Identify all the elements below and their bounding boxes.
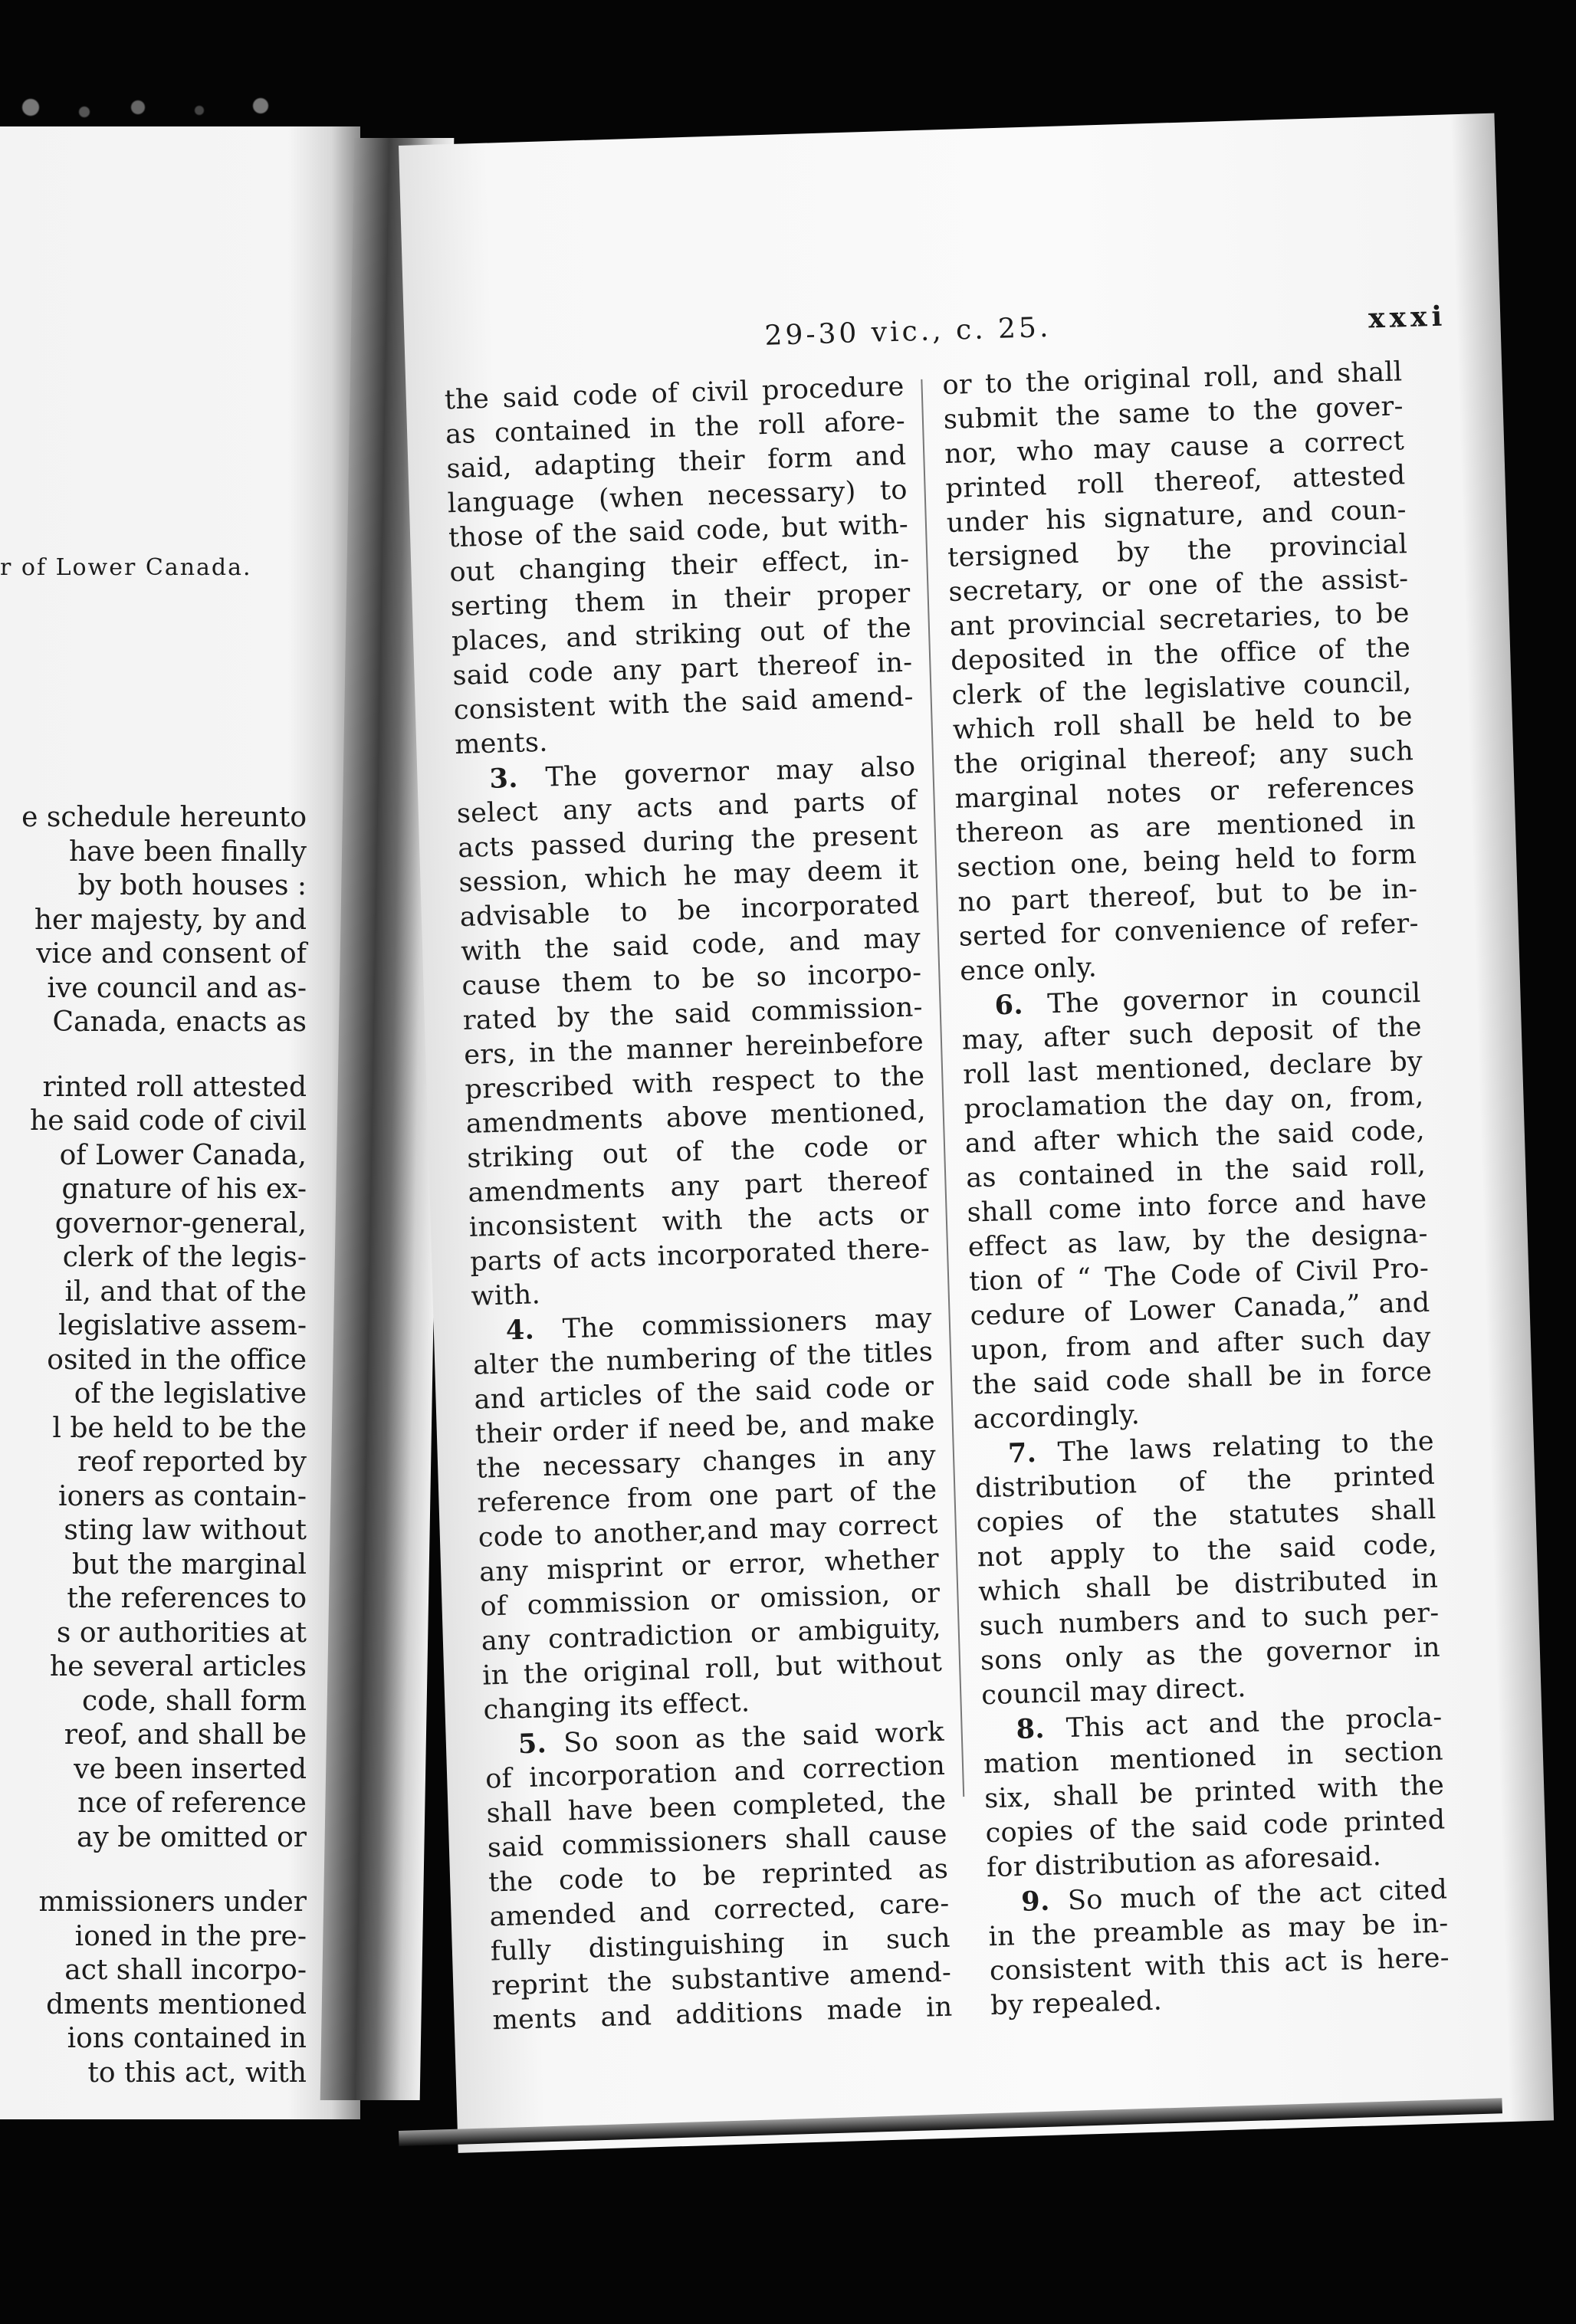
section-number: 9.	[1020, 1885, 1069, 1918]
line-text: amendments any part thereof	[467, 1164, 928, 1209]
line-text: effect as law, by the designa-	[967, 1218, 1429, 1263]
line-text: ers, in the manner hereinbefore	[463, 1026, 924, 1071]
scan-specks	[0, 84, 276, 130]
line-text: secretary, or one of the assist-	[948, 563, 1409, 608]
text-line: rinted roll attested	[42, 1071, 307, 1103]
line-text: acts passed during the present	[457, 819, 918, 865]
line-text: under his signature, and coun-	[946, 494, 1407, 539]
text-line: he several articles	[49, 1651, 307, 1682]
line-text: printed roll thereof, attested	[945, 460, 1406, 505]
line-text: The governor may also	[545, 751, 916, 793]
line-text: fully distinguishing in such	[490, 1922, 951, 1968]
text-line: code, shall form	[81, 1685, 307, 1717]
line-text: in the preamble as may be in-	[988, 1908, 1450, 1953]
line-text: not apply to the said code,	[977, 1528, 1438, 1574]
line-text: or to the original roll, and shall	[942, 356, 1403, 402]
line-text: the said code shall be in force	[971, 1356, 1433, 1401]
text-line: he said code of civil	[30, 1105, 307, 1137]
line-text: of commission or omission, or	[480, 1577, 941, 1623]
text-line: s or authorities at	[56, 1617, 307, 1649]
line-text: consistent with this act is here-	[989, 1942, 1450, 1988]
text-line: of Lower Canada,	[59, 1139, 307, 1171]
text-line: governor-general,	[54, 1207, 307, 1239]
line-text: The commissioners may	[562, 1303, 933, 1345]
line-text: may, after such deposit of the	[961, 1011, 1423, 1056]
line-text: with the said code, and may	[460, 923, 921, 968]
line-text: striking out of the code or	[466, 1130, 928, 1174]
line-text: inconsistent with the acts or	[468, 1199, 930, 1243]
line-text: and articles of the said code or	[474, 1371, 934, 1416]
line-text: ments and additions made in	[492, 1991, 953, 2037]
text-line: ive council and as-	[47, 972, 307, 1004]
line-text: out changing their effect, in-	[448, 543, 910, 589]
line-text: the necessary changes in any	[475, 1439, 937, 1485]
text-line: by both houses :	[77, 870, 307, 901]
line-text: serting them in their proper	[450, 578, 911, 623]
line-text: copies of the said code printed	[985, 1804, 1446, 1850]
line-text: distribution of the printed	[974, 1459, 1436, 1505]
text-line: act shall incorpo-	[64, 1955, 307, 1986]
line-text: section one, being held to form	[956, 839, 1417, 884]
line-text: of incorporation and correction	[484, 1750, 946, 1795]
line-text: any misprint or error, whether	[478, 1543, 940, 1588]
text-line: her majesty, by and	[34, 904, 307, 936]
line-text: accordingly.	[973, 1400, 1141, 1436]
line-text: submit the same to the gover-	[943, 391, 1404, 436]
line-text: marginal notes or references	[954, 770, 1415, 815]
line-text: ence only.	[959, 952, 1098, 987]
line-text: The governor in council	[1046, 977, 1421, 1020]
line-text: cedure of Lower Canada,” and	[970, 1287, 1430, 1332]
line-text: deposited in the office of the	[950, 632, 1411, 677]
line-text: mation mentioned in section	[983, 1735, 1444, 1781]
line-text: amended and corrected, care-	[489, 1888, 950, 1933]
text-line: have been finally	[68, 835, 307, 868]
line-text: prescribed with respect to the	[464, 1061, 925, 1105]
text-line: mmissioners under	[38, 1886, 307, 1918]
line-text: select any acts and parts of	[456, 785, 918, 830]
line-text: those of the said code, but with-	[448, 509, 909, 554]
line-text: shall come into force and have	[967, 1183, 1427, 1229]
line-text: rated by the said commission-	[462, 992, 924, 1037]
line-text: places, and striking out of the	[451, 612, 912, 658]
line-text: six, shall be printed with the	[983, 1770, 1445, 1815]
line-text: ments.	[454, 727, 549, 761]
line-text: language (when necessary) to	[447, 474, 908, 520]
text-line: il, and that of the	[64, 1275, 307, 1308]
line-text: council may direct.	[980, 1672, 1247, 1712]
line-text: said commissioners shall cause	[487, 1819, 948, 1864]
line-text: their order if need be, and make	[474, 1405, 936, 1450]
right-page	[399, 113, 1554, 2153]
line-text: by repealed.	[990, 1985, 1163, 2022]
line-text: said code any part thereof in-	[451, 647, 913, 692]
line-text: tersigned by the provincial	[947, 529, 1408, 573]
text-line: ions contained in	[67, 2023, 307, 2054]
text-line: of the legislative	[74, 1378, 307, 1410]
line-text: which shall be distributed in	[977, 1563, 1439, 1608]
text-line: ioners as contain-	[58, 1480, 307, 1512]
section-number: 3.	[488, 761, 547, 795]
line-text: amendments above mentioned,	[465, 1095, 927, 1140]
page-number: xxxi	[1368, 300, 1447, 335]
text-line: clerk of the legis-	[62, 1242, 307, 1273]
line-text: roll last mentioned, declare by	[962, 1045, 1423, 1091]
line-text: This act and the procla-	[1065, 1702, 1443, 1745]
text-line: e schedule hereunto	[21, 802, 307, 833]
line-text: the said code of civil procedure	[444, 371, 905, 416]
text-line: legislative assem-	[58, 1310, 307, 1341]
line-text: So much of the act cited	[1067, 1874, 1448, 1917]
text-line: ioned in the pre-	[74, 1920, 307, 1952]
line-text: shall have been completed, the	[486, 1784, 947, 1830]
text-line: reof, and shall be	[64, 1719, 307, 1751]
line-text: nor, who may cause a correct	[944, 425, 1405, 471]
text-line: l be held to be the	[52, 1412, 307, 1444]
text-line: osited in the office	[47, 1344, 307, 1376]
text-column-right	[942, 355, 1451, 2024]
line-text: serted for convenience of refer-	[958, 908, 1420, 953]
paragraph-gap	[0, 1855, 307, 1886]
line-text: alter the numbering of the titles	[472, 1337, 934, 1381]
running-head-title: 29-30 vic., c. 25.	[763, 311, 1052, 352]
line-text: consistent with the said amend-	[453, 681, 914, 727]
text-column-left	[444, 370, 953, 2039]
line-text: such numbers and to such per-	[979, 1597, 1440, 1643]
left-page-text	[0, 801, 307, 2090]
line-text: reprint the substantive amend-	[491, 1957, 952, 2002]
text-line: the references to	[67, 1583, 307, 1614]
line-text: said, adapting their form and	[445, 440, 907, 485]
line-text: advisable to be incorporated	[459, 888, 921, 934]
section-number: 6.	[994, 988, 1049, 1022]
line-text: sons only as the governor in	[980, 1632, 1441, 1677]
line-text: ant provincial secretaries, to be	[949, 598, 1410, 642]
text-line: ve been inserted	[74, 1753, 307, 1785]
text-line: vice and consent of	[36, 938, 307, 970]
line-text: clerk of the legislative council,	[951, 667, 1412, 711]
line-text: changing its effect.	[483, 1687, 750, 1726]
left-page	[0, 126, 360, 2119]
text-line: dments mentioned	[46, 1988, 307, 2020]
section-number: 8.	[1016, 1712, 1067, 1745]
text-line: Canada, enacts as	[52, 1006, 307, 1038]
text-line: but the marginal	[71, 1548, 307, 1581]
line-text: cause them to be so incorpo-	[461, 957, 922, 1003]
line-text: copies of the statutes shall	[976, 1494, 1436, 1539]
section-number: 4.	[505, 1313, 563, 1347]
line-text: So soon as the said work	[563, 1716, 945, 1759]
line-text: upon, from and after such day	[970, 1321, 1432, 1367]
line-text: the code to be reprinted as	[488, 1853, 949, 1899]
line-text: no part thereof, but to be in-	[957, 873, 1418, 918]
line-text: with.	[471, 1279, 541, 1312]
text-line: sting law without	[64, 1515, 307, 1546]
paragraph-gap	[0, 1040, 307, 1071]
text-line: to this act, with	[87, 2056, 307, 2089]
line-text: thereon as are mentioned in	[955, 805, 1417, 849]
text-line: reof reported by	[77, 1446, 307, 1478]
line-text: as contained in the roll afore-	[445, 405, 906, 451]
text-line: ay be omitted or	[77, 1821, 307, 1853]
left-page-header: r of Lower Canada.	[0, 554, 252, 581]
line-text: in the original roll, but without	[481, 1646, 943, 1692]
line-text: session, which he may deem it	[458, 854, 919, 899]
line-text: which roll shall be held to be	[952, 701, 1413, 746]
line-text: proclamation the day on, from,	[964, 1080, 1424, 1125]
line-text: as contained in the said roll,	[965, 1149, 1427, 1194]
line-text: the original thereof; any such	[953, 736, 1414, 780]
line-text: parts of acts incorporated there-	[469, 1233, 931, 1278]
line-text: reference from one part of the	[477, 1474, 937, 1519]
line-text: and after which the said code,	[964, 1114, 1426, 1160]
line-text: code to another,and may correct	[478, 1508, 939, 1554]
line-text: tion of “ The Code of Civil Pro-	[968, 1252, 1430, 1298]
line-text: The laws relating to the	[1057, 1426, 1435, 1469]
section-number: 7.	[1007, 1436, 1059, 1470]
text-line: nce of reference	[77, 1787, 307, 1819]
section-number: 5.	[517, 1727, 564, 1761]
text-line: gnature of his ex-	[61, 1173, 307, 1205]
line-text: for distribution as aforesaid.	[986, 1840, 1382, 1884]
line-text: any contradiction or ambiguity,	[481, 1612, 942, 1657]
